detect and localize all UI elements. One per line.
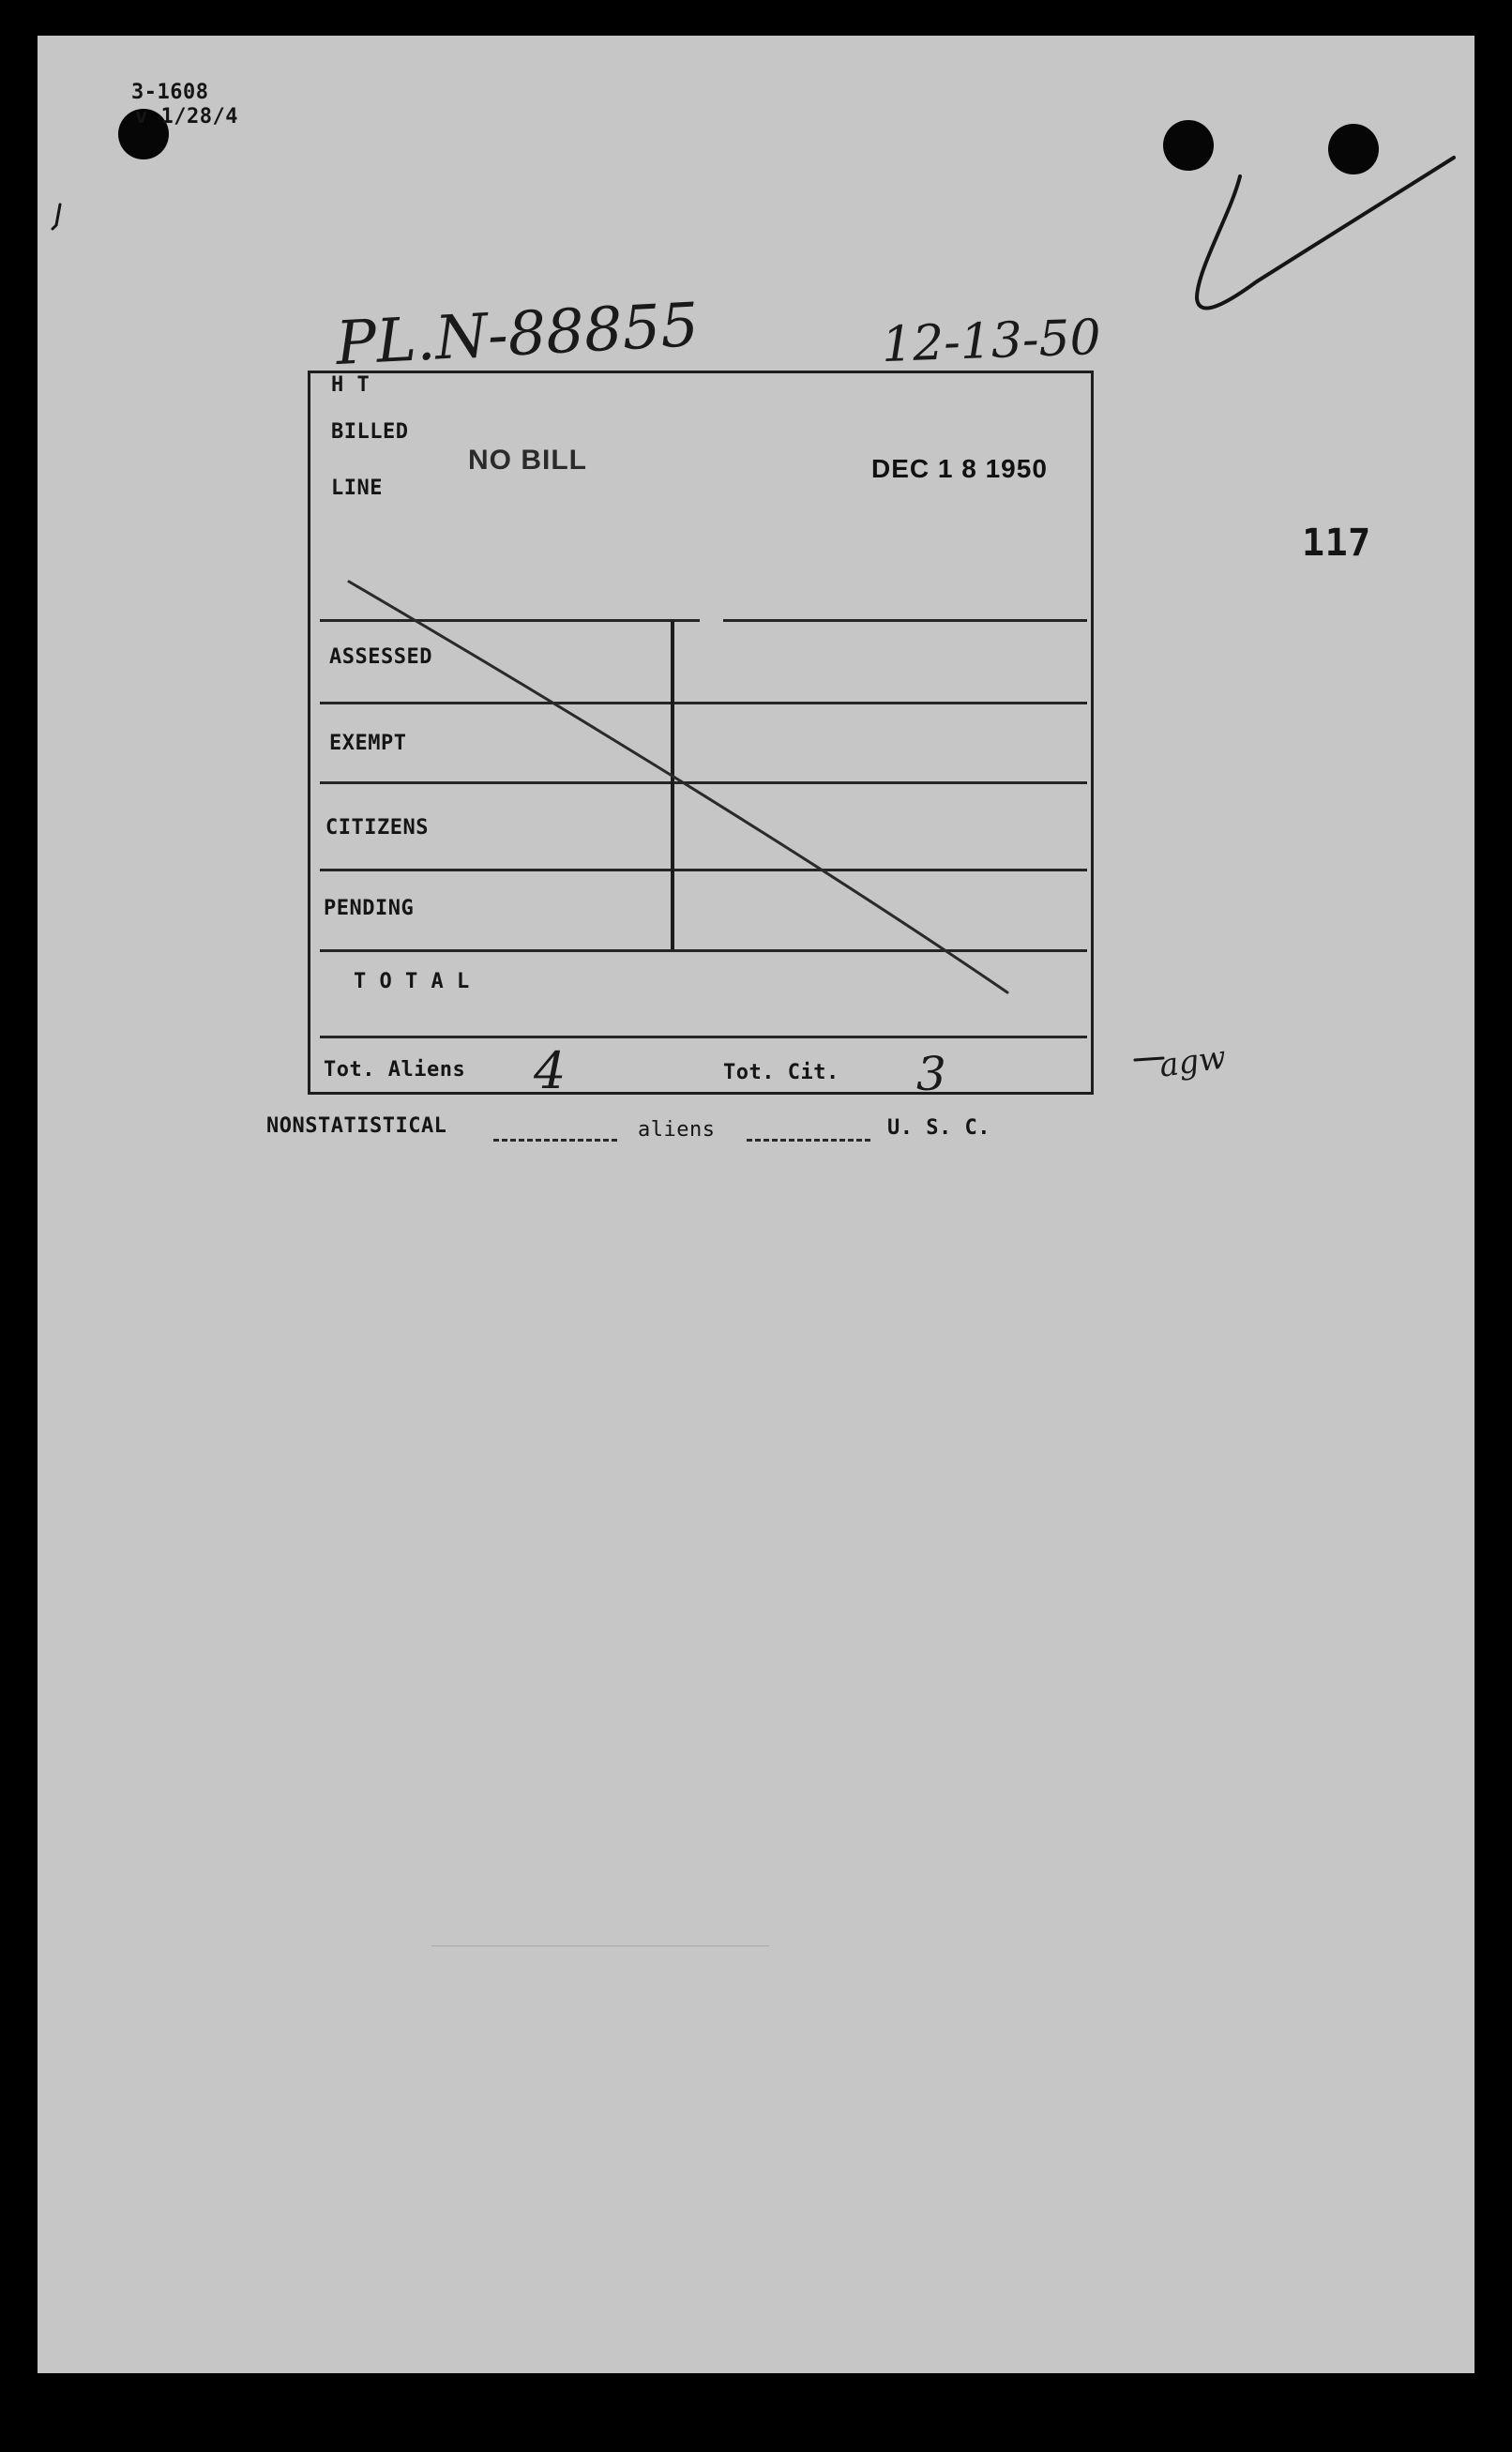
line-label: LINE [331,477,383,500]
billed-label: BILLED [331,420,409,444]
row-label-citizens: CITIZENS [325,816,429,840]
rule-row-4 [320,949,1087,952]
margin-tick [53,204,60,229]
form-revision: v 1/28/4 [135,105,238,129]
document-page [38,36,1474,2373]
punch-hole-right-1 [1163,120,1214,171]
date-written: 12-13-50 [881,309,1102,374]
nonstatistical-blank [493,1139,617,1142]
row-label-assessed: ASSESSED [329,645,432,669]
file-number: PL.N-88855 [334,290,701,380]
nonstatistical-label: NONSTATISTICAL [266,1114,447,1138]
rule-row-1 [320,702,1087,704]
tot-cit-label: Tot. Cit. [723,1061,839,1084]
row-label-exempt: EXEMPT [329,732,407,755]
tot-cit-value: 3 [916,1047,946,1101]
punch-hole-right-2 [1328,124,1379,174]
rule-row-5 [320,1036,1087,1038]
rule-top-left [320,619,700,622]
usc-label: U. S. C. [887,1116,990,1140]
form-number: 3-1608 [131,81,209,104]
tot-aliens-label: Tot. Aliens [324,1058,466,1082]
tot-aliens-value: 4 [534,1041,567,1100]
row-label-pending: PENDING [324,897,415,920]
rule-top-right [723,619,1087,622]
date-stamp: DEC 1 8 1950 [871,454,1048,483]
reviewer-initials: agw [1157,1038,1229,1085]
no-bill-stamp: NO BILL [468,445,587,476]
ht-label: H T [331,373,370,397]
tally-form-box [308,371,1094,1101]
column-divider [671,621,674,949]
rule-row-2 [320,781,1087,784]
rule-row-3 [320,869,1087,871]
aliens-label: aliens [638,1118,716,1142]
total-label: T O T A L [354,970,470,993]
check-mark [1197,158,1454,308]
aliens-blank [747,1139,870,1142]
page-number: 117 [1302,522,1371,565]
faint-rule [431,1945,769,1946]
